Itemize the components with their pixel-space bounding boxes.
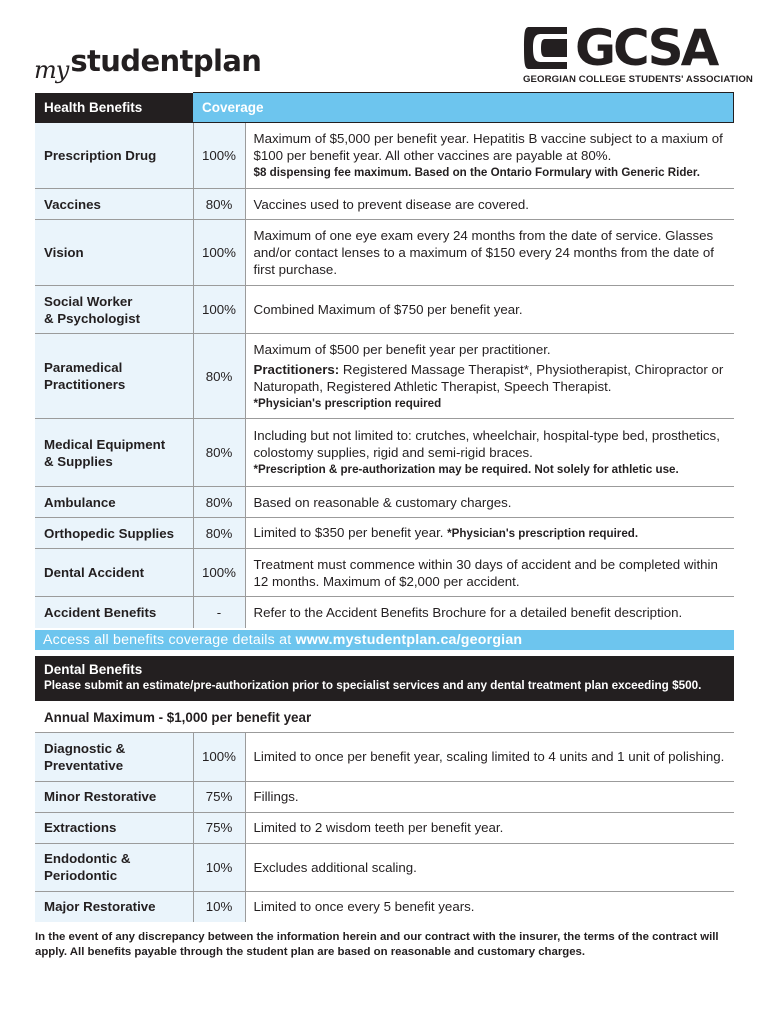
benefit-pct: 100% (193, 733, 245, 781)
desc-note: *Prescription & pre-authorization may be required. Not solely for athletic use. (253, 463, 679, 476)
desc-text: Maximum of $500 per benefit year per practitioner. (253, 341, 551, 357)
practitioners-list: Registered Massage Therapist*, Physiotherapist, Chiropractor or Naturopath, Registered Athletic Therapist, Speech Therapist. (253, 361, 724, 394)
logo-my-text: my (34, 56, 69, 84)
benefit-desc: Maximum of one eye exam every 24 months from the date of service. Glasses and/or contact lenses to a maximum of $150 every 24 months from the date of first purchase. (245, 220, 734, 286)
banner-text: Access all benefits coverage details at (43, 632, 296, 648)
benefit-name: Major Restorative (35, 891, 193, 922)
benefit-name: Ambulance (35, 487, 193, 518)
table-row (35, 487, 734, 518)
dental-benefits-header (35, 656, 734, 701)
benefit-pct: 80% (193, 518, 245, 549)
benefit-name-line: Diagnostic & (44, 740, 126, 756)
benefit-name-line: & Supplies (44, 453, 113, 469)
table-row (35, 597, 734, 628)
health-benefits-table (35, 92, 734, 628)
table-row (35, 843, 734, 891)
benefit-desc: Excludes additional scaling. (245, 843, 734, 891)
desc-note: *Physician's prescription required (253, 396, 442, 410)
benefit-desc: Vaccines used to prevent disease are covered. (245, 189, 734, 220)
benefit-pct: 80% (193, 419, 245, 487)
benefit-name-line: Endodontic & (44, 851, 131, 866)
benefit-desc: Fillings. (245, 781, 734, 812)
desc-text: Including but not limited to: crutches, wheelchair, hospital-type bed, prosthetics, colostomy supplies, rigid and semi-rigid braces. (253, 428, 720, 460)
benefit-pct: 100% (193, 549, 245, 597)
benefit-name (35, 843, 193, 891)
benefit-desc (245, 419, 734, 487)
benefit-name: Vaccines (35, 189, 193, 220)
coverage-header: Coverage (193, 93, 734, 123)
benefit-name: Dental Accident (35, 549, 193, 597)
benefits-website-link[interactable]: www.mystudentplan.ca/georgian (295, 632, 523, 648)
benefit-pct: 10% (193, 843, 245, 891)
table-row (35, 334, 734, 419)
benefit-name: Orthopedic Supplies (35, 518, 193, 549)
benefit-desc (245, 334, 734, 419)
benefit-name: Extractions (35, 812, 193, 843)
annual-maximum: Annual Maximum - $1,000 per benefit year (35, 702, 734, 733)
benefit-pct: - (193, 597, 245, 628)
table-row (35, 286, 734, 334)
gcsa-subtitle: GEORGIAN COLLEGE STUDENTS' ASSOCIATION (523, 74, 753, 85)
logo-studentplan-text: studentplan (70, 44, 262, 78)
benefit-name-line: Periodontic (44, 868, 118, 883)
table-row (35, 220, 734, 286)
benefit-desc: Combined Maximum of $750 per benefit year. (245, 286, 734, 334)
benefit-pct: 75% (193, 812, 245, 843)
benefit-pct: 80% (193, 487, 245, 518)
benefit-pct: 100% (193, 123, 245, 189)
benefit-name (35, 419, 193, 487)
table-row (35, 733, 734, 781)
dental-benefits-table (35, 733, 734, 922)
benefit-desc: Based on reasonable & customary charges. (245, 487, 734, 518)
benefit-name-line: Medical Equipment (44, 436, 166, 452)
benefit-name-line: Practitioners (44, 377, 126, 392)
desc-text: Maximum of $5,000 per benefit year. Hepatitis B vaccine subject to a maxium of $100 per benefit year. All other vaccines are payable at 80%. (253, 131, 723, 163)
health-table-header (35, 93, 734, 123)
health-benefits-header: Health Benefits (35, 93, 193, 123)
benefit-desc (245, 123, 734, 189)
dental-title: Dental Benefits (44, 662, 143, 677)
gcsa-emblem-icon (523, 25, 573, 71)
table-row (35, 189, 734, 220)
table-row (35, 123, 734, 189)
benefit-desc: Refer to the Accident Benefits Brochure for a detailed benefit description. (245, 597, 734, 628)
practitioners-label: Practitioners: (253, 361, 340, 377)
benefit-name-line: & Psychologist (44, 310, 141, 326)
desc-text (254, 361, 730, 395)
access-benefits-banner (35, 630, 734, 650)
table-row (35, 549, 734, 597)
benefit-name: Minor Restorative (35, 781, 193, 812)
dental-subtitle: Please submit an estimate/pre-authorization prior to specialist services and any dental treatment plan exceeding $500. (44, 679, 702, 692)
table-row (35, 518, 734, 549)
gcsa-logo (523, 19, 753, 86)
benefit-name: Vision (35, 220, 193, 286)
benefit-desc: Limited to once every 5 benefit years. (245, 891, 734, 922)
footnote: In the event of any discrepancy between the information herein and our contract with the insurer, the terms of the contract will apply. All benefits payable through the student plan are based on reasonable and customary charges. (35, 931, 719, 958)
benefit-desc (245, 518, 734, 549)
desc-note: *Physician's prescription required. (447, 527, 639, 540)
benefit-pct: 75% (193, 781, 245, 812)
benefit-name (35, 733, 193, 781)
benefit-pct: 80% (193, 334, 245, 419)
benefit-name (35, 286, 193, 334)
table-row (35, 419, 734, 487)
benefit-name: Prescription Drug (35, 123, 193, 189)
benefit-pct: 80% (193, 189, 245, 220)
benefit-name (35, 334, 193, 419)
benefit-name-line: Paramedical (44, 360, 123, 375)
benefit-pct: 100% (193, 286, 245, 334)
benefit-pct: 100% (193, 220, 245, 286)
benefit-desc: Treatment must commence within 30 days of accident and be completed within 12 months. Maximum of $2,000 per accident. (245, 549, 734, 597)
benefit-desc: Limited to 2 wisdom teeth per benefit year. (245, 812, 734, 843)
table-row (35, 781, 734, 812)
desc-note: $8 dispensing fee maximum. Based on the Ontario Formulary with Generic Rider. (253, 166, 700, 179)
table-row (35, 891, 734, 922)
benefit-name-line: Social Worker (44, 293, 133, 309)
mystudentplan-logo (34, 34, 262, 84)
benefit-desc: Limited to once per benefit year, scaling limited to 4 units and 1 unit of polishing. (245, 733, 734, 781)
table-row (35, 812, 734, 843)
benefit-name: Accident Benefits (35, 597, 193, 628)
desc-text: Limited to $350 per benefit year. (253, 525, 448, 540)
benefit-pct: 10% (193, 891, 245, 922)
benefit-name-line: Preventative (44, 757, 124, 773)
gcsa-letters: GCSA (575, 19, 717, 77)
